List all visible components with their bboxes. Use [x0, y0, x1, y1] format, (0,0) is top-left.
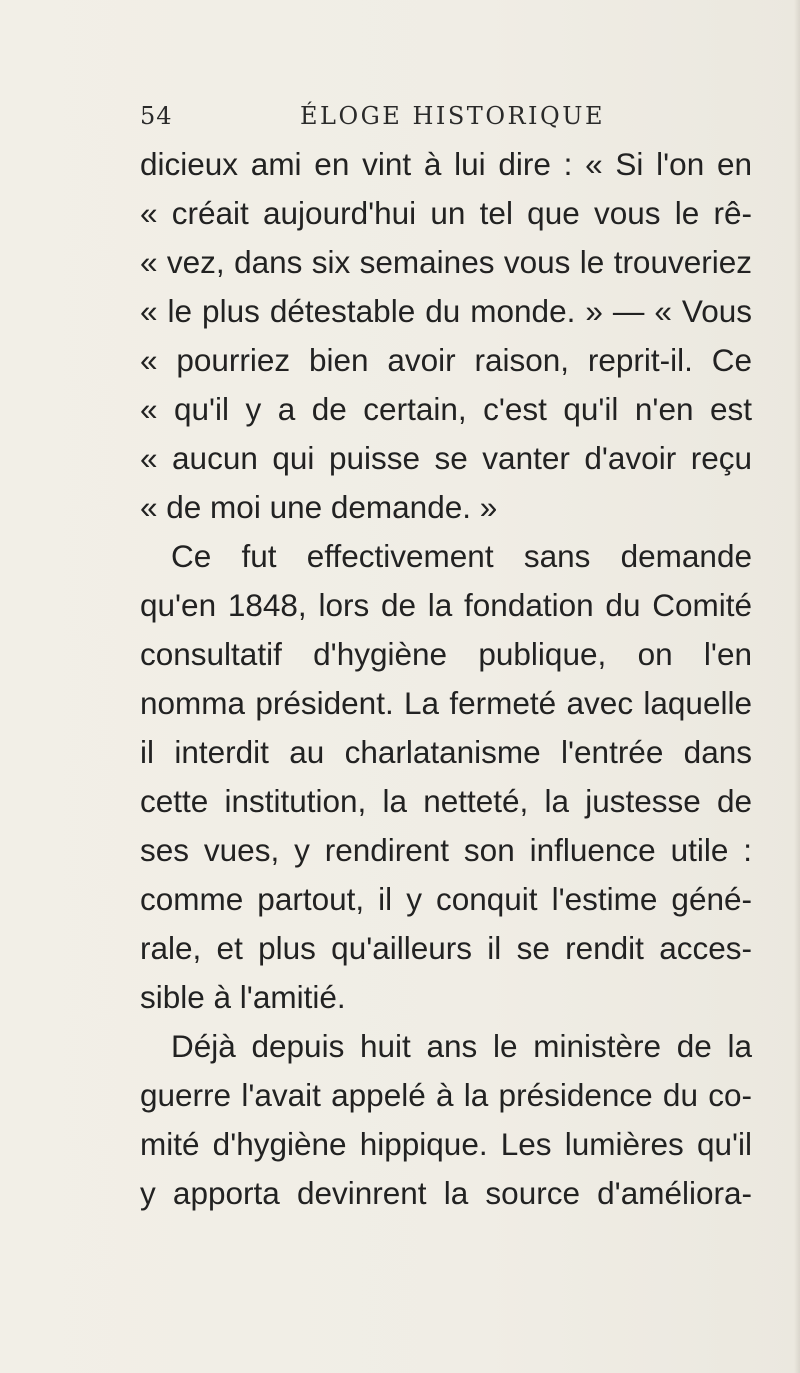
text-line: nomma président. La fermeté avec laquelle	[140, 685, 752, 721]
text-line: y apporta devinrent la source d'améliora-	[140, 1175, 752, 1211]
text-line: « le plus détestable du monde. » — « Vous	[140, 293, 752, 329]
text-line: comme partout, il y conquit l'estime géné-	[140, 881, 752, 917]
text-line: consultatif d'hygiène publique, on l'en	[140, 636, 752, 672]
text-line: ses vues, y rendirent son influence utile :	[140, 832, 752, 868]
running-title: ÉLOGE HISTORIQUE	[300, 102, 605, 130]
text-line: mité d'hygiène hippique. Les lumières qu'il	[140, 1126, 752, 1162]
text-line: « créait aujourd'hui un tel que vous le rê-	[140, 195, 752, 231]
page-number: 54	[140, 102, 173, 130]
text-line: « de moi une demande. »	[140, 489, 498, 525]
text-line: qu'en 1848, lors de la fondation du Comité	[140, 587, 752, 623]
paragraph-start-line: Déjà depuis huit ans le ministère de la	[171, 1028, 752, 1064]
text-line: « pourriez bien avoir raison, reprit-il. Ce	[140, 342, 752, 378]
text-line: cette institution, la netteté, la justesse de	[140, 783, 752, 819]
text-line: guerre l'avait appelé à la présidence du co-	[140, 1077, 752, 1113]
text-line: « qu'il y a de certain, c'est qu'il n'en est	[140, 391, 752, 427]
text-line: « vez, dans six semaines vous le trouveriez	[140, 244, 752, 280]
text-line: sible à l'amitié.	[140, 979, 346, 1015]
text-line: dicieux ami en vint à lui dire : « Si l'on en	[140, 146, 752, 182]
body-text	[140, 140, 752, 1218]
page-header	[140, 102, 750, 142]
text-line: rale, et plus qu'ailleurs il se rendit acces-	[140, 930, 752, 966]
page-edge-shadow	[794, 0, 800, 1373]
text-line: « aucun qui puisse se vanter d'avoir reçu	[140, 440, 752, 476]
text-line: il interdit au charlatanisme l'entrée dans	[140, 734, 752, 770]
paragraph-start-line: Ce fut effectivement sans demande	[171, 538, 752, 574]
